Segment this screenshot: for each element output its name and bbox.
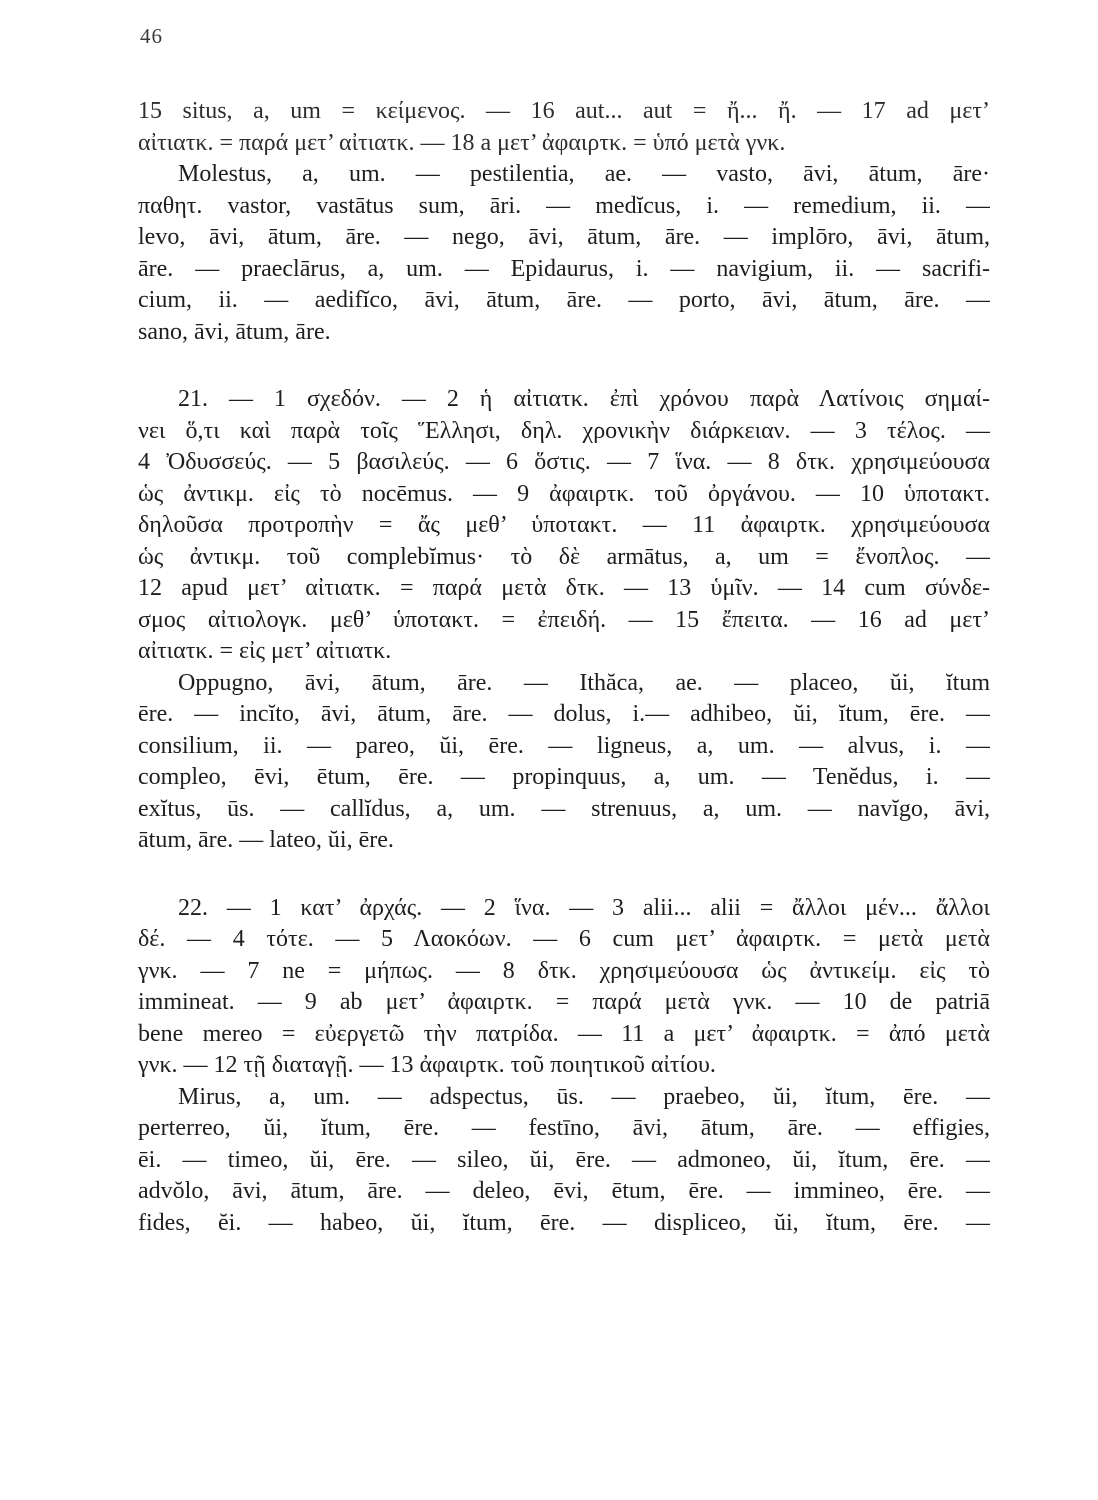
text-line: Mirus, a, um. — adspectus, ūs. — praebeo, ŭi, ĭtum, ēre. — — [178, 1083, 990, 1110]
text-line: ēre. — incĭto, āvi, ātum, āre. — dolus, i.— adhibeo, ŭi, ĭtum, ēre. — — [138, 701, 990, 727]
section-gap — [138, 348, 990, 384]
text-line: advŏlo, āvi, ātum, āre. — deleo, ēvi, ētum, ēre. — immineo, ēre. — — [138, 1178, 990, 1204]
text-line: compleo, ēvi, ētum, ēre. — propinquus, a, um. — Tenĕdus, i. — — [138, 764, 990, 790]
text-line: 21. — 1 σχεδόν. — 2 ἡ αἰτιατκ. ἐπὶ χρόνου παρὰ Λατίνοις σημαί- — [178, 386, 990, 412]
text-line: Molestus, a, um. — pestilentia, ae. — vasto, āvi, ātum, āre· — [178, 161, 990, 187]
text-line: 4 Ὀδυσσεύς. — 5 βασιλεύς. — 6 ὅστις. — 7 ἵνα. — 8 δτκ. χρησιμεύουσα — [138, 449, 990, 475]
text-line: γνκ. — 7 ne = μήπως. — 8 δτκ. χρησιμεύουσα ὡς ἀντικείμ. εἰς τὸ — [138, 957, 990, 984]
text-line: σμος αἰτιολογκ. μεθ’ ὑποτακτ. = ἐπειδή. — 15 ἔπειτα. — 16 ad μετ’ — [138, 606, 990, 633]
text-line: 15 situs, a, um = κείμενος. — 16 aut... aut = ἤ... ἤ. — 17 ad μετ’ — [138, 98, 990, 124]
page-number: 46 — [140, 24, 163, 48]
page-body — [138, 96, 990, 1239]
text-line: αἰτιατκ. = εἰς μετ’ αἰτιατκ. — [138, 638, 392, 664]
text-line: παθητ. vastor, vastātus sum, āri. — medĭcus, i. — remedium, ii. — — [138, 192, 990, 219]
text-line: ātum, āre. — lateo, ŭi, ēre. — [138, 827, 394, 853]
text-line: bene mereo = εὐεργετῶ τὴν πατρίδα. — 11 a μετ’ ἀφαιρτκ. = ἀπό μετὰ — [138, 1020, 990, 1047]
text-line: perterreo, ŭi, ĭtum, ēre. — festīno, āvi, ātum, āre. — effigies, — [138, 1115, 990, 1141]
text-line: ὡς ἀντικμ. εἰς τὸ nocēmus. — 9 ἀφαιρτκ. τοῦ ὀργάνου. — 10 ὑποτακτ. — [138, 480, 990, 507]
notes-section-21 — [138, 384, 990, 668]
text-line: levo, āvi, ātum, āre. — nego, āvi, ātum, āre. — implōro, āvi, ātum, — [138, 224, 990, 250]
text-line: ēi. — timeo, ŭi, ēre. — sileo, ŭi, ēre. — admoneo, ŭi, ĭtum, ēre. — — [138, 1146, 990, 1173]
vocabulary-section-21 — [138, 668, 990, 857]
section-gap — [138, 857, 990, 893]
text-line: δηλοῦσα προτροπὴν = ἄς μεθ’ ὑποτακτ. — 11 ἀφαιρτκ. χρησιμεύουσα — [138, 512, 990, 538]
text-line: νει ὅ,τι καὶ παρὰ τοῖς Ἕλλησι, δηλ. χρονικὴν διάρκειαν. — 3 τέλος. — — [138, 417, 990, 444]
text-line: cium, ii. — aedifĭco, āvi, ātum, āre. — porto, āvi, ātum, āre. — — [138, 287, 990, 313]
vocabulary-section-22 — [138, 1082, 990, 1240]
text-line: immineat. — 9 ab μετ’ ἀφαιρτκ. = παρά μετὰ γνκ. — 10 de patriā — [138, 989, 990, 1015]
notes-section-22 — [138, 893, 990, 1082]
vocabulary-section-20 — [138, 159, 990, 348]
text-line: δέ. — 4 τότε. — 5 Λαοκόων. — 6 cum μετ’ ἀφαιρτκ. = μετὰ μετὰ — [138, 926, 990, 952]
text-line: exĭtus, ūs. — callĭdus, a, um. — strenuus, a, um. — navĭgo, āvi, — [138, 795, 990, 822]
text-line: 12 apud μετ’ αἰτιατκ. = παρά μετὰ δτκ. — 13 ὑμῖν. — 14 cum σύνδε- — [138, 575, 990, 601]
notes-section-20 — [138, 96, 990, 159]
text-line: γνκ. — 12 τῇ διαταγῇ. — 13 ἀφαιρτκ. τοῦ ποιητικοῦ αἰτίου. — [138, 1052, 716, 1078]
text-line: ὡς ἀντικμ. τοῦ complebĭmus· τὸ δὲ armātus, a, um = ἔνοπλος. — — [138, 543, 990, 570]
text-line: sano, āvi, ātum, āre. — [138, 318, 331, 345]
text-line: αἰτιατκ. = παρά μετ’ αἰτιατκ. — 18 a μετ’ ἀφαιρτκ. = ὑπό μετὰ γνκ. — [138, 129, 786, 156]
text-line: fides, ĕi. — habeo, ŭi, ĭtum, ēre. — displiceo, ŭi, ĭtum, ēre. — — [138, 1209, 990, 1236]
text-line: āre. — praeclārus, a, um. — Epidaurus, i. — navigium, ii. — sacrifi- — [138, 255, 990, 282]
text-line: Oppugno, āvi, ātum, āre. — Ithăca, ae. — placeo, ŭi, ĭtum — [178, 669, 990, 696]
text-line: consilium, ii. — pareo, ŭi, ēre. — ligneus, a, um. — alvus, i. — — [138, 732, 990, 759]
text-line: 22. — 1 κατ’ ἀρχάς. — 2 ἵνα. — 3 alii... alii = ἄλλοι μέν... ἄλλοι — [178, 894, 990, 921]
